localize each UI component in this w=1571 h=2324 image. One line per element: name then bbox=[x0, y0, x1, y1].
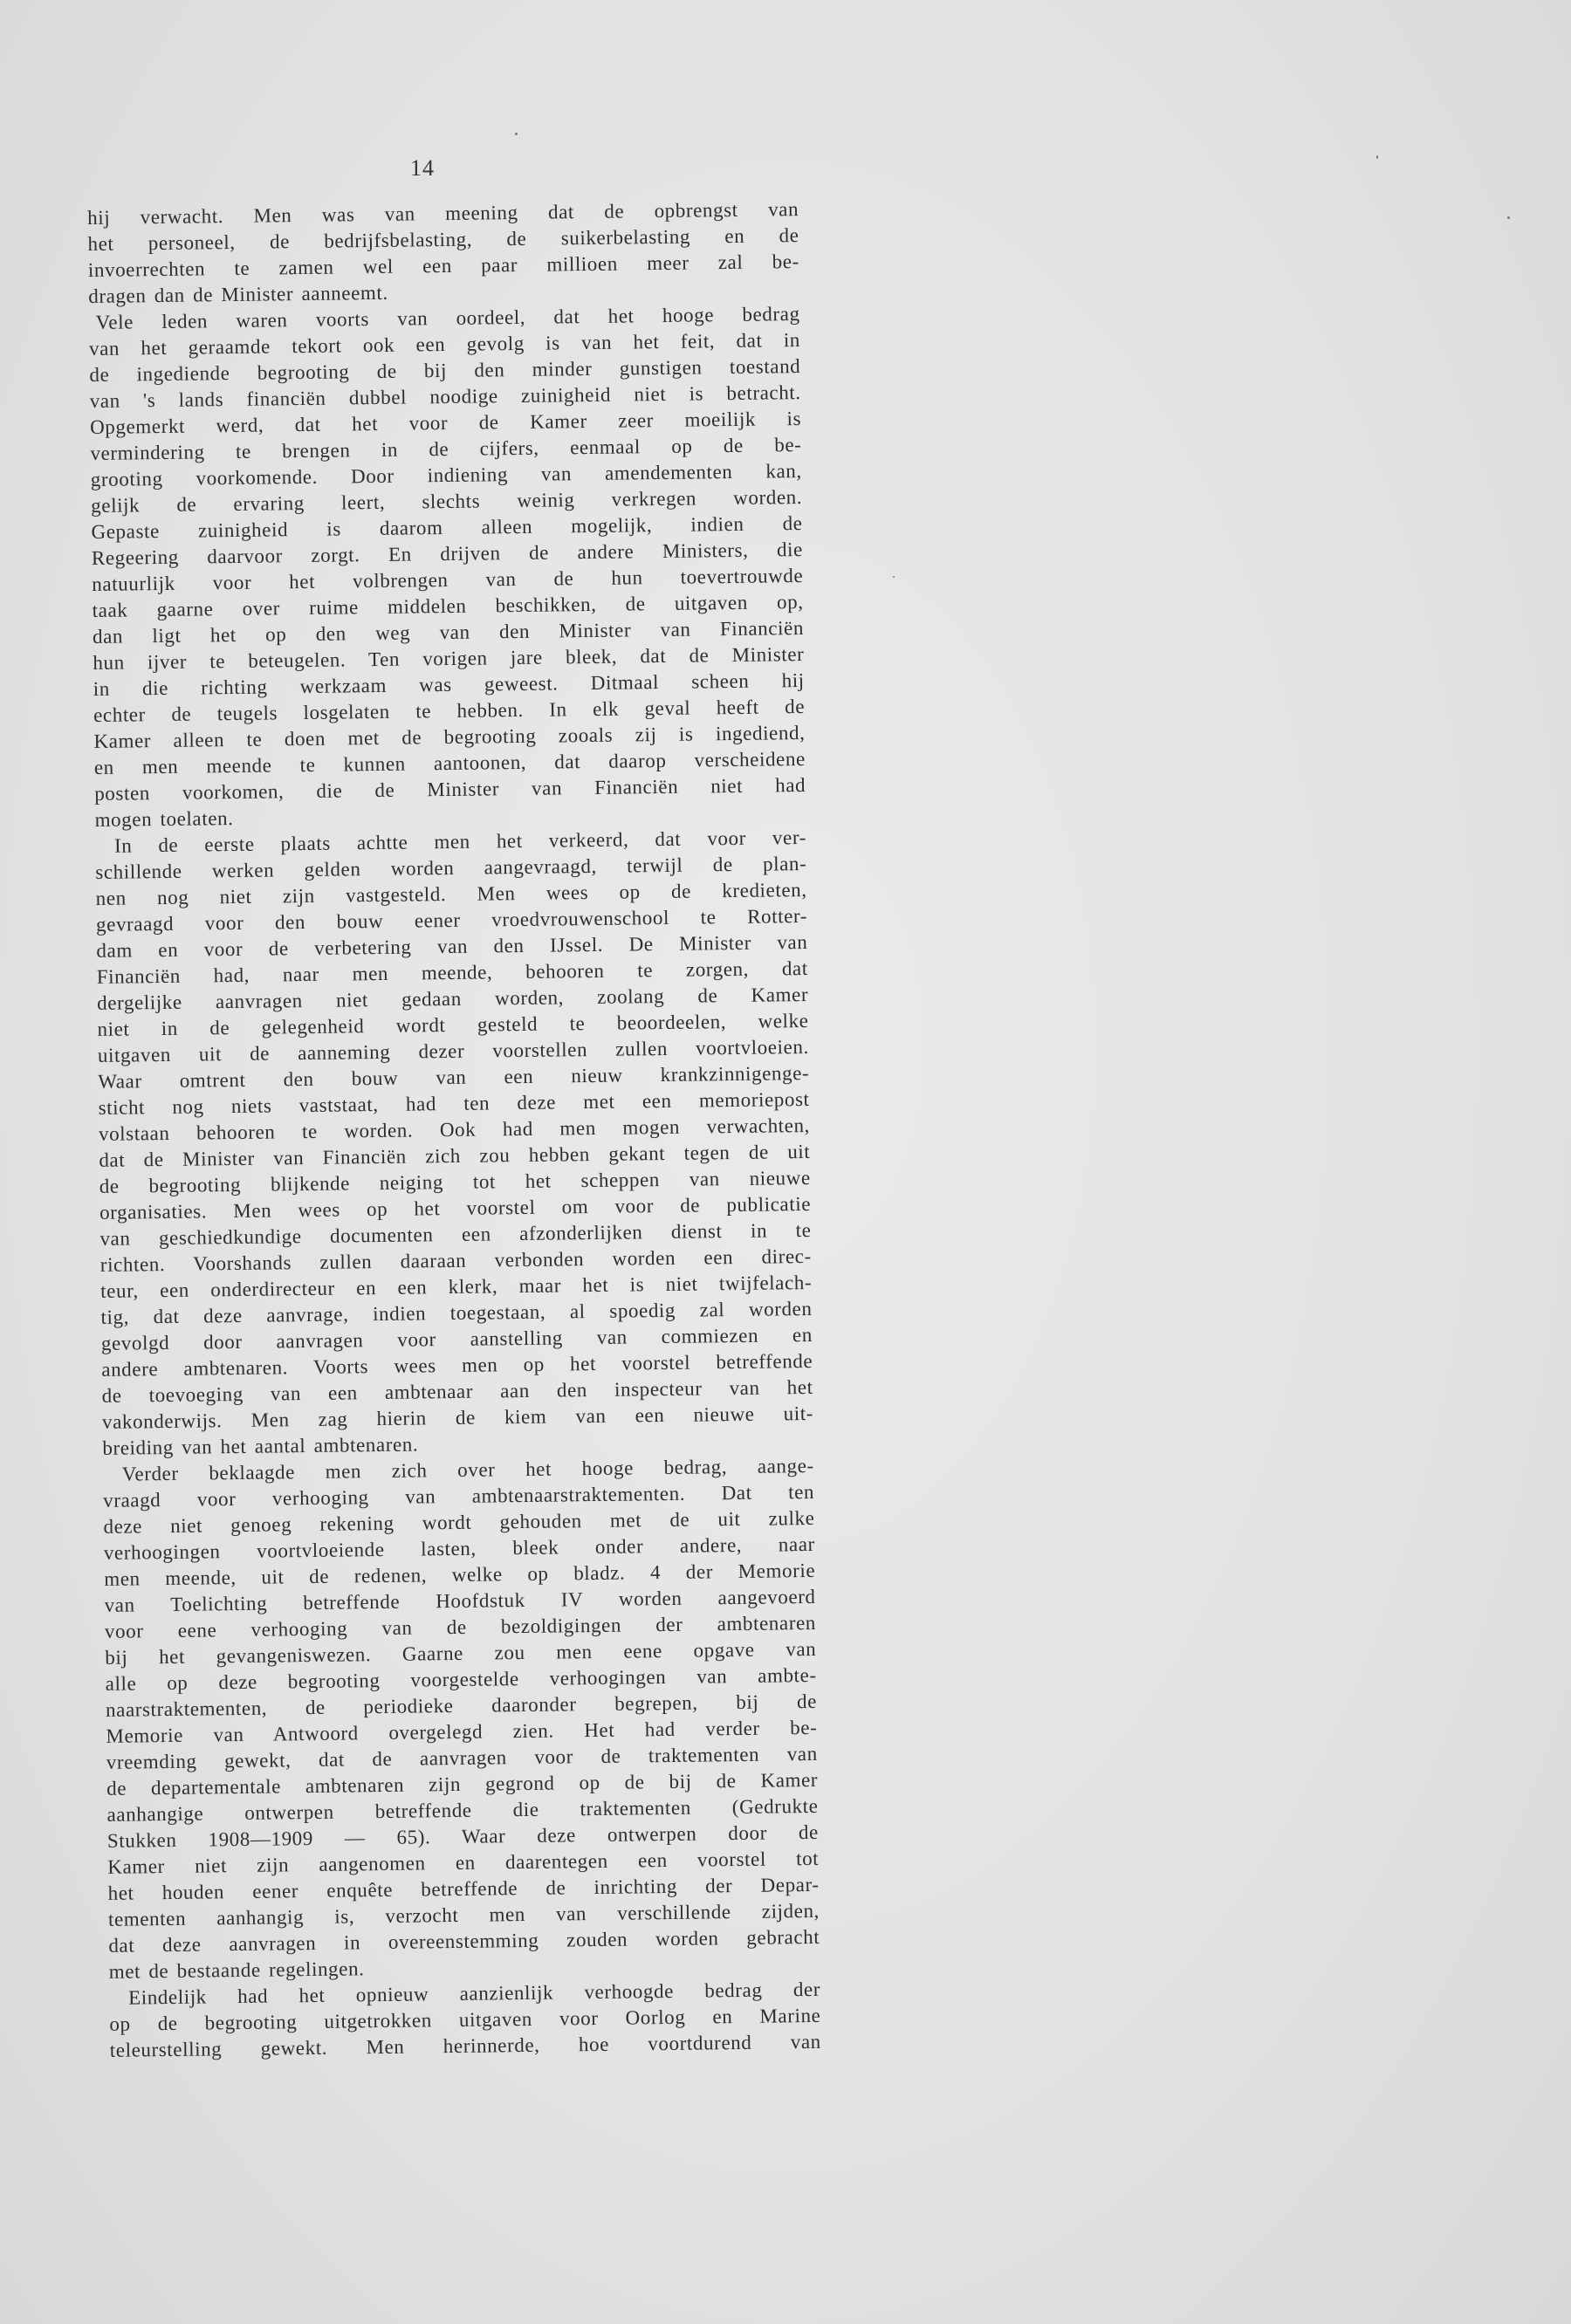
text-line: tig, dat deze aanvrage, indien toegestaan, al spoedig zal worden bbox=[100, 1297, 813, 1328]
text-line: vraagd voor verhooging van ambtenaarstraktementen. Dat ten bbox=[102, 1480, 815, 1512]
text-line: gelijk de ervaring leert, slechts weinig verkregen worden. bbox=[91, 486, 803, 517]
text-line: niet in de gelegenheid wordt gesteld te beoordeelen, welke bbox=[97, 1009, 809, 1040]
text-line: taak gaarne over ruime middelen beschikken, de uitgaven op, bbox=[92, 591, 804, 621]
text-line: vakonderwijs. Men zag hierin de kiem van een nieuwe uit- bbox=[101, 1402, 814, 1433]
text-line: teleurstelling gewekt. Men herinnerde, hoe voortdurend van bbox=[109, 2030, 821, 2061]
text-line: naarstraktementen, de periodieke daaronder begrepen, bij de bbox=[105, 1690, 818, 1721]
text-line: dragen dan de Minister aanneemt. bbox=[88, 281, 388, 307]
text-line: in die richting werkzaam was geweest. Ditmaal scheen hij bbox=[93, 669, 805, 700]
text-line: men meende, uit de redenen, welke op bladz. 4 der Memorie bbox=[104, 1559, 816, 1590]
text-line: dam en voor de verbetering van den IJssel. De Minister van bbox=[96, 930, 808, 962]
text-line: sticht nog niets vaststaat, had ten deze met een memoriepost bbox=[98, 1087, 810, 1119]
text-line: van 's lands financiën dubbel noodige zuinigheid niet is betracht. bbox=[89, 381, 801, 412]
text-line: schillende werken gelden worden aangevraagd, terwijl de plan- bbox=[95, 852, 807, 883]
text-line: vreemding gewekt, dat de aanvragen voor de traktementen van bbox=[106, 1742, 818, 1773]
text-line: mogen toelaten. bbox=[94, 807, 234, 831]
text-line: dan ligt het op den weg van den Minister van Financiën bbox=[92, 617, 805, 648]
text-line: deze niet genoeg rekening wordt gehouden met de uit zulke bbox=[103, 1506, 815, 1538]
text-line: volstaan behooren te worden. Ook had men mogen verwachten, bbox=[98, 1114, 811, 1145]
text-line: verhoogingen voortvloeiende lasten, bleek onder andere, naar bbox=[103, 1532, 815, 1564]
text-line: het personeel, de bedrijfsbelasting, de suikerbelasting en de bbox=[87, 224, 799, 255]
text-line: hij verwacht. Men was van meening dat de opbrengst van bbox=[87, 198, 799, 229]
text-line: vermindering te brengen in de cijfers, eenmaal op de be- bbox=[90, 434, 802, 464]
text-line: de toevoeging van een ambtenaar aan den inspecteur van het bbox=[101, 1375, 813, 1407]
text-line: Eindelijk had het opnieuw aanzienlijk verhoogde bedrag der bbox=[127, 1978, 821, 2009]
text-line: de ingediende begrooting de bij den minder gunstigen toestand bbox=[89, 355, 801, 386]
text-line: Waar omtrent den bouw van een nieuw krankzinnigenge- bbox=[98, 1061, 810, 1093]
body-text-column bbox=[87, 196, 821, 2064]
text-line: Kamer niet zijn aangenomen en daarentegen een voorstel tot bbox=[107, 1847, 820, 1878]
text-line: het houden eener enquête betreffende de inrichting der Depar- bbox=[107, 1873, 820, 1904]
text-line: Opgemerkt werd, dat het voor de Kamer zeer moeilijk is bbox=[89, 408, 802, 438]
scan-speck bbox=[1507, 216, 1510, 219]
text-line: met de bestaande regelingen. bbox=[108, 1957, 365, 1983]
text-line: voor eene verhooging van de bezoldigingen der ambtenaren bbox=[104, 1611, 817, 1642]
text-line: organisaties. Men wees op het voorstel om voor de publicatie bbox=[99, 1192, 812, 1224]
text-line: van geschiedkundige documenten een afzonderlijken dienst in te bbox=[99, 1218, 812, 1250]
text-line: op de begrooting uitgetrokken uitgaven voor Oorlog en Marine bbox=[109, 2004, 821, 2035]
text-line: dat deze aanvragen in overeenstemming zouden worden gebracht bbox=[108, 1925, 820, 1957]
text-line: Vele leden waren voorts van oordeel, dat het hooge bedrag bbox=[95, 303, 800, 333]
text-line: Kamer alleen te doen met de begrooting zooals zij is ingediend, bbox=[93, 721, 806, 752]
text-line: aanhangige ontwerpen betreffende die traktementen (Gedrukte bbox=[106, 1794, 819, 1826]
text-line: uitgaven uit de aanneming dezer voorstellen zullen voortvloeien. bbox=[97, 1035, 809, 1066]
text-line: van het geraamde tekort ook een gevolg is van het feit, dat in bbox=[88, 329, 801, 360]
text-line: andere ambtenaren. Voorts wees men op het voorstel betreffende bbox=[101, 1349, 813, 1381]
text-line: gevraagd voor den bouw eener vroedvrouwenschool te Rotter- bbox=[95, 904, 808, 936]
text-line: hun ijver te beteugelen. Ten vorigen jare bleek, dat de Minister bbox=[93, 643, 805, 674]
text-line: van Toelichting betreffende Hoofdstuk IV worden aangevoerd bbox=[104, 1585, 816, 1616]
text-line: Verder beklaagde men zich over het hooge bedrag, aange- bbox=[121, 1454, 814, 1485]
text-line: breiding van het aantal ambtenaren. bbox=[102, 1433, 419, 1459]
text-line: grooting voorkomende. Door indiening van amendementen kan, bbox=[90, 460, 802, 490]
text-line: richten. Voorshands zullen daaraan verbonden worden een direc- bbox=[99, 1244, 812, 1276]
text-line: bij het gevangeniswezen. Gaarne zou men eene opgave van bbox=[105, 1637, 817, 1669]
text-line: en men meende te kunnen aantoonen, dat daarop verscheidene bbox=[93, 747, 806, 778]
text-line: Stukken 1908—1909 — 65). Waar deze ontwerpen door de bbox=[106, 1820, 819, 1852]
text-line: gevolgd door aanvragen voor aanstelling van commiezen en bbox=[100, 1323, 813, 1354]
text-line: In de eerste plaats achtte men het verkeerd, dat voor ver- bbox=[113, 826, 807, 857]
text-line: teur, een onderdirecteur en een klerk, maar het is niet twijfelach- bbox=[100, 1271, 813, 1302]
text-line: Regeering daarvoor zorgt. En drijven de andere Ministers, die bbox=[91, 538, 804, 569]
scan-speck bbox=[893, 576, 895, 578]
text-line: tementen aanhangig is, verzocht men van verschillende zijden, bbox=[107, 1899, 820, 1930]
text-line: invoerrechten te zamen wel een paar millioen meer zal be- bbox=[87, 250, 800, 281]
text-line: echter de teugels losgelaten te hebben. In elk geval heeft de bbox=[93, 696, 806, 726]
text-line: alle op deze begrooting voorgestelde verhoogingen van ambte- bbox=[105, 1663, 817, 1695]
text-line: dat de Minister van Financiën zich zou hebben gekant tegen de uit bbox=[99, 1140, 811, 1171]
text-line: natuurlijk voor het volbrengen van de hun toevertrouwde bbox=[92, 565, 804, 595]
text-line: nen nog niet zijn vastgesteld. Men wees op de kredieten, bbox=[95, 878, 807, 909]
text-line: posten voorkomen, die de Minister van Financiën niet had bbox=[94, 773, 806, 805]
text-line: Memorie van Antwoord overgelegd zien. Het had verder be- bbox=[106, 1716, 818, 1747]
text-line: Financiën had, naar men meende, behooren te zorgen, dat bbox=[96, 956, 808, 988]
scan-speck bbox=[515, 133, 518, 135]
text-line: Gepaste zuinigheid is daarom alleen mogelijk, indien de bbox=[91, 512, 803, 543]
text-line: de begrooting blijkende neiging tot het scheppen van nieuwe bbox=[99, 1166, 811, 1197]
page-number: 14 bbox=[410, 155, 435, 181]
text-line: de departementale ambtenaren zijn gegrond op de bij de Kamer bbox=[106, 1768, 819, 1800]
text-line: dergelijke aanvragen niet gedaan worden, zoolang de Kamer bbox=[97, 983, 809, 1014]
scan-speck bbox=[1376, 155, 1378, 159]
